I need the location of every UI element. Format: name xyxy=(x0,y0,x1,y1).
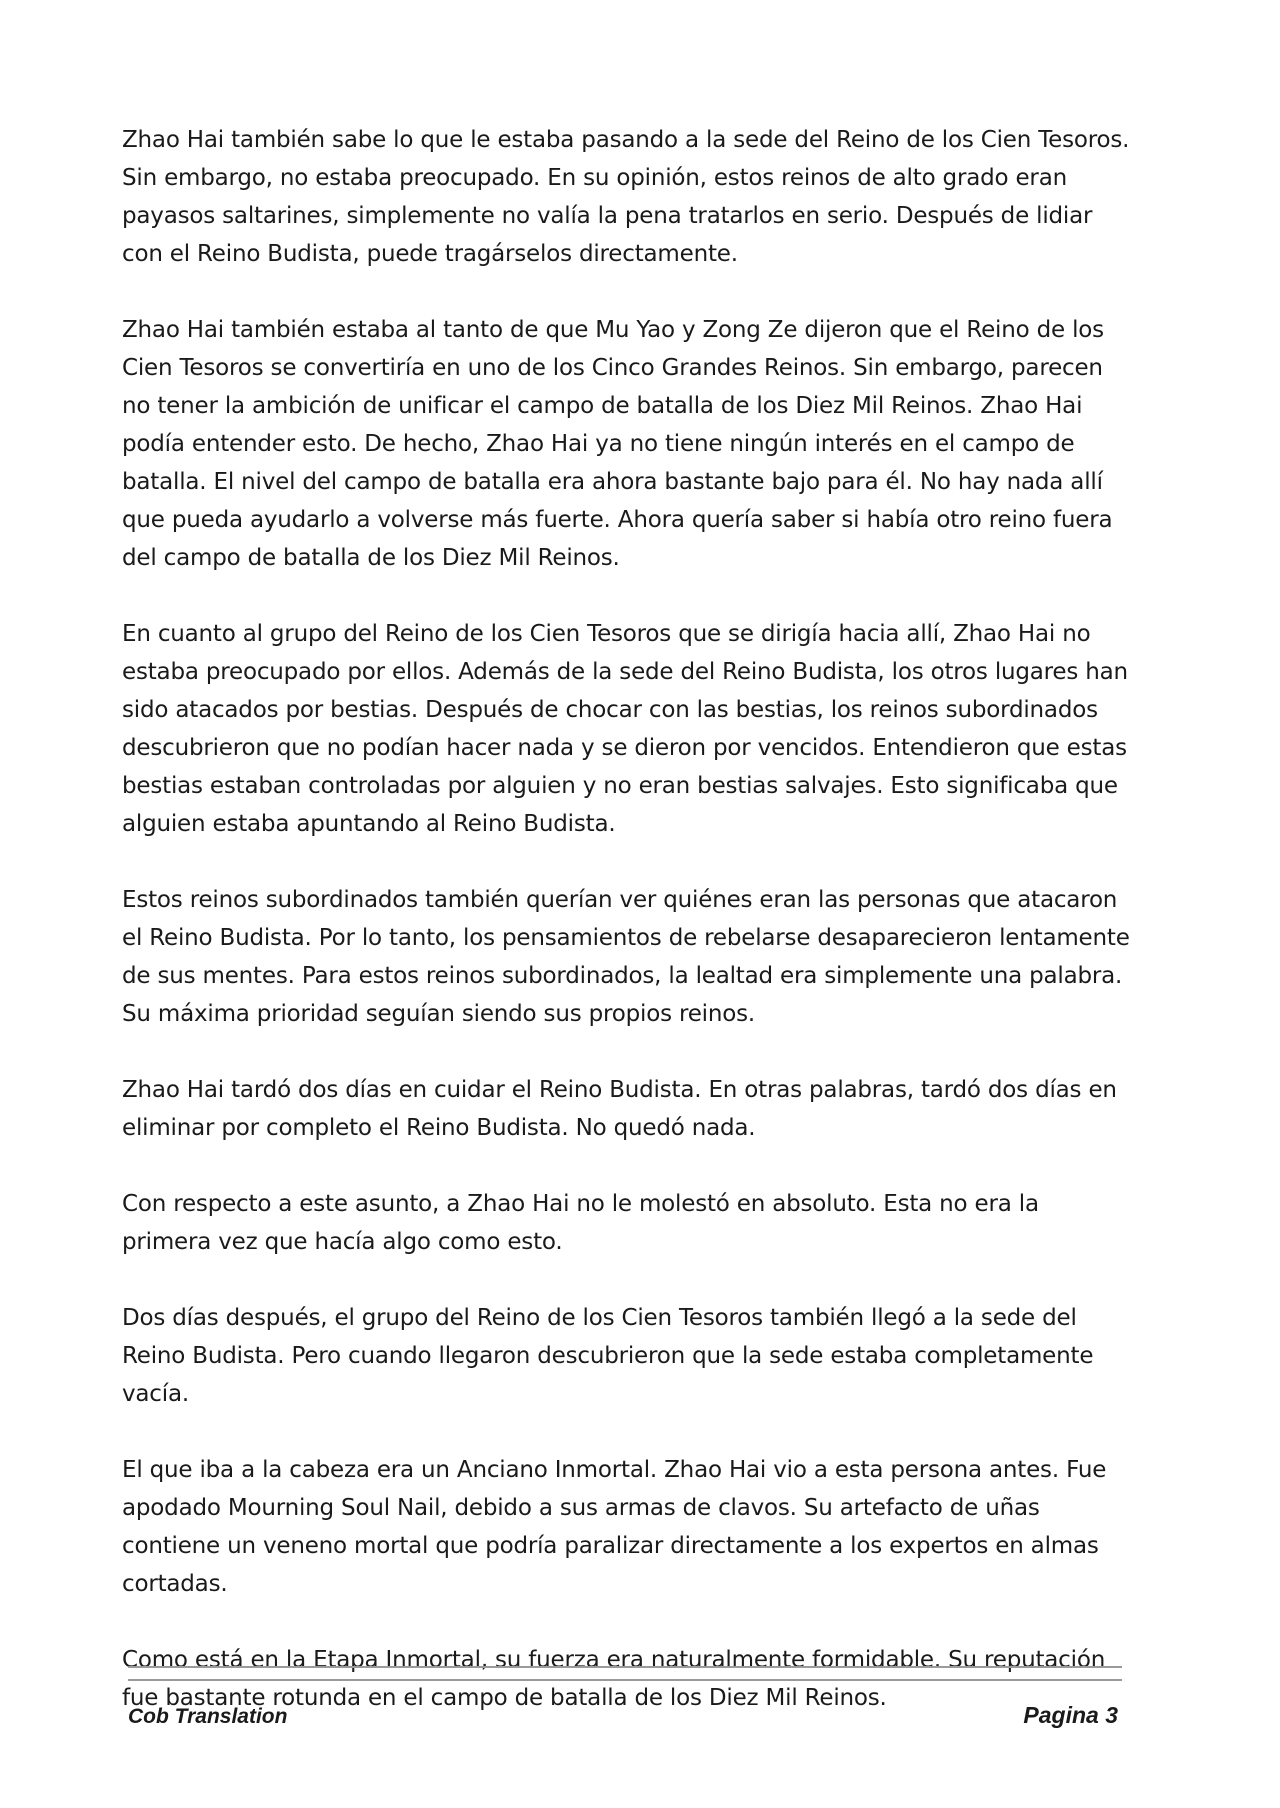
footer-rule-bottom xyxy=(128,1679,1122,1681)
footer-divider xyxy=(128,1666,1122,1681)
page-footer xyxy=(128,1702,1118,1729)
paragraph: Con respecto a este asunto, a Zhao Hai no le molestó en absoluto. Esta no era la primera vez que hacía algo como esto. xyxy=(122,1191,1039,1255)
paragraph: Dos días después, el grupo del Reino de los Cien Tesoros también llegó a la sede del Reino Budista. Pero cuando llegaron descubrieron que la sede estaba completamente vacía. xyxy=(122,1305,1094,1407)
paragraph: Zhao Hai también estaba al tanto de que Mu Yao y Zong Ze dijeron que el Reino de los Cien Tesoros se convertiría en uno de los Cinco Grandes Reinos. Sin embargo, parecen no tener la ambición de unificar el campo de batalla de los Diez Mil Reinos. Zhao Hai podía entender esto. De hecho, Zhao Hai ya no tiene ningún interés en el campo de batalla. El nivel del campo de batalla era ahora bastante bajo para él. No hay nada allí que pueda ayudarlo a volverse más fuerte. Ahora quería saber si había otro reino fuera del campo de batalla de los Diez Mil Reinos. xyxy=(122,317,1113,571)
footer-publisher: Cob Translation xyxy=(128,1705,288,1728)
paragraph: Como está en la Etapa Inmortal, su fuerza era naturalmente formidable. Su reputación fue bastante rotunda en el campo de batalla de los Diez Mil Reinos. xyxy=(122,1647,1106,1711)
paragraph: Zhao Hai también sabe lo que le estaba pasando a la sede del Reino de los Cien Tesoros. Sin embargo, no estaba preocupado. En su opinión, estos reinos de alto grado eran payasos saltarines, simplemente no valía la pena tratarlos en serio. Después de lidiar con el Reino Budista, puede tragárselos directamente. xyxy=(122,127,1130,267)
paragraph: El que iba a la cabeza era un Anciano Inmortal. Zhao Hai vio a esta persona antes. Fue apodado Mourning Soul Nail, debido a sus armas de clavos. Su artefacto de uñas contiene un veneno mortal que podría paralizar directamente a los expertos en almas cortadas. xyxy=(122,1457,1107,1597)
footer-page-number: Pagina 3 xyxy=(1023,1702,1118,1728)
paragraph: Estos reinos subordinados también querían ver quiénes eran las personas que atacaron el Reino Budista. Por lo tanto, los pensamientos de rebelarse desaparecieron lentamente de sus mentes. Para estos reinos subordinados, la lealtad era simplemente una palabra. Su máxima prioridad seguían siendo sus propios reinos. xyxy=(122,887,1130,1027)
paragraph: Zhao Hai tardó dos días en cuidar el Reino Budista. En otras palabras, tardó dos días en eliminar por completo el Reino Budista. No quedó nada. xyxy=(122,1077,1117,1141)
footer-rule-top xyxy=(128,1666,1122,1668)
page-body xyxy=(122,121,1134,1755)
paragraph: En cuanto al grupo del Reino de los Cien Tesoros que se dirigía hacia allí, Zhao Hai no estaba preocupado por ellos. Además de la sede del Reino Budista, los otros lugares han sido atacados por bestias. Después de chocar con las bestias, los reinos subordinados descubrieron que no podían hacer nada y se dieron por vencidos. Entendieron que estas bestias estaban controladas por alguien y no eran bestias salvajes. Esto significaba que alguien estaba apuntando al Reino Budista. xyxy=(122,621,1128,837)
